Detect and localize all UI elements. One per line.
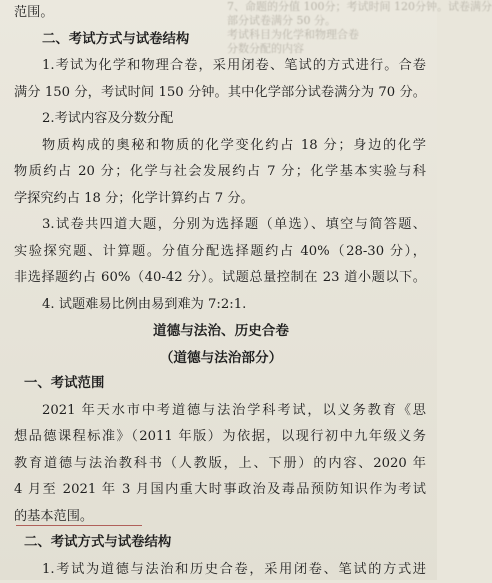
bleed-line: 部分试卷满分 50 分。 bbox=[227, 14, 437, 28]
paragraph-line: 3.试卷共四道大题，分别为选择题（单选）、填空与简答题、 bbox=[14, 212, 428, 239]
paragraph-line: 学探究约占 18 分；化学计算约占 7 分。 bbox=[14, 186, 428, 213]
bleed-line: 7、命题的分值 100分；考试时间 120分钟。试卷满分 bbox=[227, 0, 437, 14]
paragraph-line: 2.考试内容及分数分配 bbox=[14, 106, 428, 133]
paragraph-line: 教育道德与法治教科书（人教版，上、下册）的内容、2020 年 bbox=[14, 451, 428, 478]
subject-title: 道德与法治、历史合卷 bbox=[14, 318, 428, 345]
paragraph-line: 4 月至 2021 年 3 月国内重大时事政治及毒品预防知识作为考试 bbox=[14, 477, 428, 504]
paragraph-line: 物质构成的奥秘和物质的化学变化约占 18 分；身边的化学 bbox=[14, 133, 428, 160]
section-heading: 二、考试方式与试卷结构 bbox=[14, 530, 428, 557]
paragraph-line: 满分 150 分，考试时间 150 分钟。其中化学部分试卷满分为 70 分。 bbox=[14, 80, 428, 107]
paragraph-line: 4. 试题难易比例由易到难为 7:2:1. bbox=[14, 292, 428, 319]
red-underline-mark bbox=[16, 525, 142, 526]
paragraph-line: 实验探究题、计算题。分值分配选择题约占 40%（28-30 分）， bbox=[14, 239, 428, 266]
paragraph-line: 物质约占 20 分；化学与社会发展约占 7 分；化学基本实验与科 bbox=[14, 159, 428, 186]
text-line: 范围。 bbox=[14, 0, 428, 27]
paragraph-line: 非选择题约占 60%（40-42 分）。试题总量控制在 23 道小题以下。 bbox=[14, 265, 428, 292]
document-body bbox=[14, 0, 428, 583]
section-heading: 二、考试方式与试卷结构 bbox=[14, 27, 428, 54]
section-heading: 一、考试范围 bbox=[14, 371, 428, 398]
bleed-line: 考试科目为化学和物理合卷 bbox=[227, 28, 437, 42]
paragraph-line: 想品德课程标准》（2011 年版）为依据，以现行初中九年级义务 bbox=[14, 424, 428, 451]
paragraph-line: 1.考试为化学和物理合卷，采用闭卷、笔试的方式进行。合卷 bbox=[14, 53, 428, 80]
paragraph-line: 2021 年天水市中考道德与法治学科考试，以义务教育《思 bbox=[14, 398, 428, 425]
paragraph-line: 1.考试为道德与法治和历史合卷，采用闭卷、笔试的方式进 bbox=[14, 557, 428, 583]
paragraph-line: 的基本范围。 bbox=[14, 504, 428, 531]
bleed-line: 分数分配的内容 bbox=[227, 42, 437, 56]
subject-subtitle: （道德与法治部分） bbox=[14, 345, 428, 372]
